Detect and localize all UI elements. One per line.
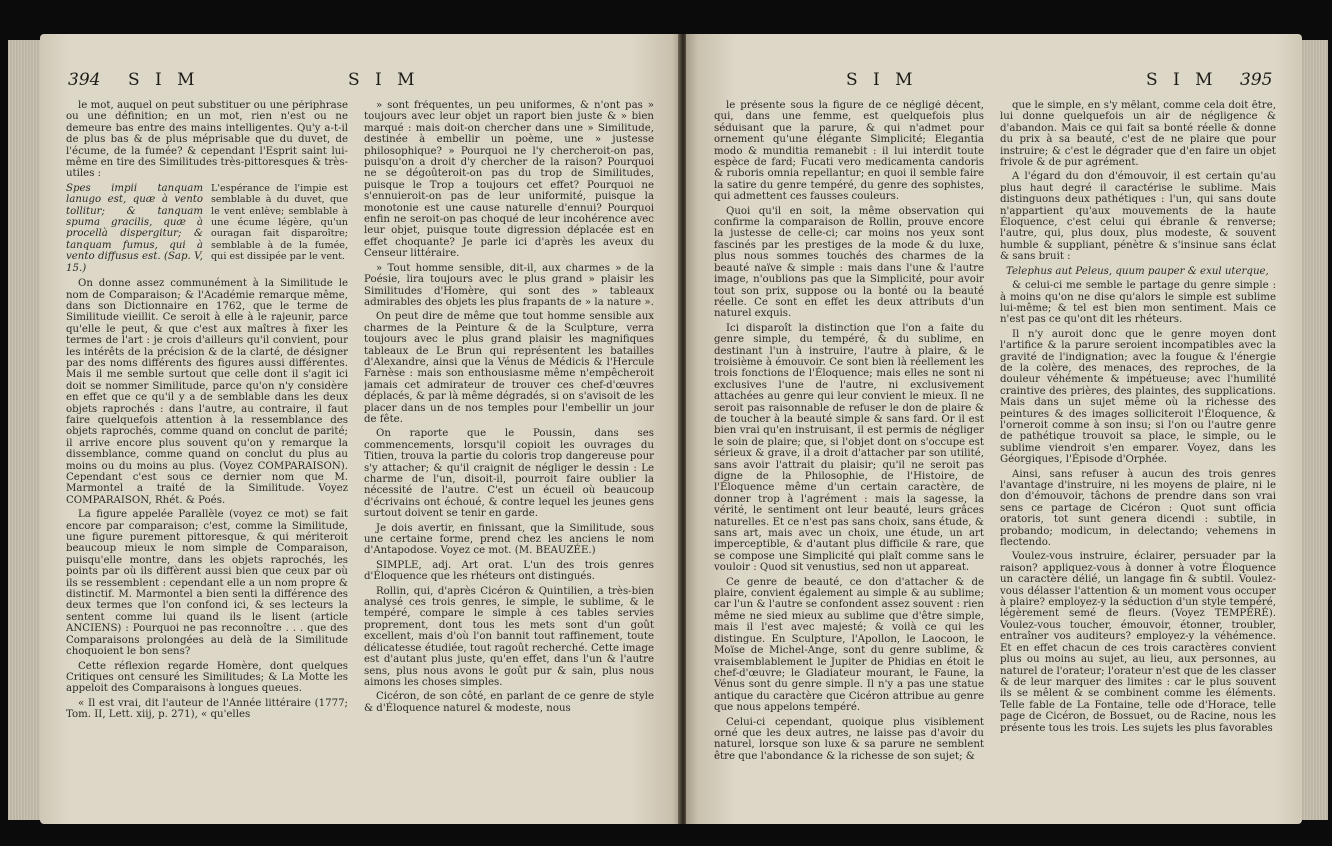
paragraph: Rollin, qui, d'après Cicéron & Quintilien, a très-bien analysé ces trois genres, le simple, le sublime, & le tempéré, compare le simple à ces tables servies proprement, dont tous les mets sont d'un goût excellent, mais d'où l'on bannit tout raffinement, toute délicatesse étudiée, tout ragoût recherché. Cette image est d'autant plus juste, qu'en effet, dans l'un & l'autre sens, plus nous avons le goût pur & sain, plus nous aimons les choses simples. [364,585,654,688]
paragraph: » sont fréquentes, un peu uniformes, & n'ont pas » toujours avec leur objet un raport bien juste & » bien marqué : mais doit-on chercher dans une » Similitude, destinée à embellir un poème, une » justesse philosophique? » Pourquoi ne l'y chercheroit-on pas, puisqu'on a droit d'y chercher de la raison? Pourquoi ne se dégoûteroit-on pas du trop de Similitudes, puisque le Trop a toujours cet effet? Pourquoi ne s'ennuieroit-on pas de leur uniformité, puisque la monotonie est une cause naturelle d'ennui? Pourquoi enfin ne seroit-on pas choqué de leur incohérence avec leur objet, puisque toute digression déplacée est en effet choquante? Je parle ici d'après les aveux du Censeur littéraire. [364,100,654,260]
paragraph: La figure appelée Parallèle (voyez ce mot) se fait encore par comparaison; c'est, comme la Similitude, une figure purement pittoresque, & qui mériteroit beaucoup mieux le nom simple de Comparaison, puisqu'elle montre, dans les objets raprochés, les points par où ils diffèrent aussi bien que ceux par où ils se ressemblent : cependant elle a un nom propre & distinctif. M. Marmontel a bien senti la différence des deux termes que l'on confond ici, & ses lecteurs la sentent comme lui quand ils le lisent (article ANCIENS) : Pourquoi ne pas reconnoître . . . que des Comparaisons prolongées au delà de la Similitude choquoient le bon sens? [66,509,348,658]
paragraph: le présente sous la figure de ce négligé décent, qui, dans une femme, est quelquefois plus séduisant que la parure, & qui n'admet pour ornement qu'une élégante Simplicité; Elegantia modo & munditia remanebit : il lui interdit toute espèce de fard; Fucati vero medicamenta candoris & ruboris omnia repellantur; en quoi il semble faire la satire du genre tempéré, du genre des sophistes, qui admettent ces fausses couleurs. [714,100,984,203]
right-column-1 [714,100,984,810]
paragraph: » Tout homme sensible, dit-il, aux charmes » de la Poésie, lira toujours avec le plus grand » plaisir les Similitudes d'Homère, qui sont des » tableaux admirables des objets les plus frapants de » la nature ». [364,262,654,308]
paragraph: « Il est vrai, dit l'auteur de l'Année littéraire (1777; Tom. II, Lett. xiij, p. 271), « qu'elles [66,697,348,721]
paragraph: Ainsi, sans refuser à aucun des trois genres l'avantage d'instruire, ni les moyens de plaire, ni le don d'émouvoir, tâchons de prendre dans son vrai sens ce partage de Cicéron : Quot sunt officia oratoris, tot sunt genera dicendi : subtile, in probando; modicum, in delectando; vehemens in flectendo. [1000,468,1276,549]
right-page [686,34,1302,824]
latin-quote: Telephus aut Peleus, quum pauper & exul uterque, [1006,265,1269,277]
running-head-center: S I M [348,70,420,90]
page-edges-right [1300,40,1328,820]
running-head: S I M [1146,70,1218,90]
left-column-2 [364,100,654,810]
scripture-quote [66,183,348,274]
paragraph: Ici disparoît la distinction que l'on a faite du genre simple, du tempéré, & du sublime, en destinant l'un à instruire, l'autre à plaire, & le troisième à émouvoir. Ce sont bien là réellement les trois fonctions de l'Éloquence; mais elles ne sont ni exclusives l'une de l'autre, ni exclusivement attachées au genre qui leur convient le mieux. Il ne seroit pas raisonnable de refuser le don de plaire & de toucher à la beauté simple & sans fard. Or il est bien vrai qu'en instruisant, il est permis de négliger le soin de plaire; que, si l'objet dont on s'occupe est sérieux & grave, il a droit d'attacher par son utilité, sans avoir l'attrait du plaisir; qu'il ne seroit pas digne de la Philosophie, de l'Histoire, de l'Éloquence même d'un certain caractère, de donner trop à l'agrément : mais la sagesse, la vérité, le sentiment ont leur beauté, leurs grâces naturelles. Et ce n'est pas sans choix, sans étude, & sans art, mais avec un choix, une étude, un art imperceptible, & d'autant plus difficile & rare, que se compose une Simplicité qui plaît comme sans le vouloir : Quod sit venustius, sed non ut appareat. [714,322,984,574]
page-number: 394 [68,70,101,90]
page-edges-left [8,40,42,820]
right-column-2 [1000,100,1276,810]
paragraph: que le simple, en s'y mêlant, comme cela doit être, lui donne quelquefois un air de négligence & d'abandon. Mais ce qui fait sa bonté réelle & donne du prix à sa beauté, c'est de ne plaire que pour instruire; & c'est le dégrader que d'en faire un objet frivole & de pur agrément. [1000,100,1276,169]
paragraph: Cette réflexion regarde Homère, dont quelques Critiques ont censuré les Similitudes; & La Motte les appeloit des Comparaisons à longues queues. [66,660,348,695]
paragraph: & celui-ci me semble le partage du genre simple : à moins qu'on ne dise qu'alors le simple est sublime lui-même; & tel est bien mon sentiment. Mais ce n'est pas ce qu'ont dit les rhéteurs. [1000,280,1276,326]
paragraph: Cicéron, de son côté, en parlant de ce genre de style & d'Éloquence naturel & modeste, nous [364,691,654,714]
page-number: 395 [1240,70,1273,90]
paragraph: Voulez-vous instruire, éclairer, persuader par la raison? appliquez-vous à donner à votre Éloquence un caractère délié, un langage fin & subtil. Voulez-vous délasser l'attention & un moment vous occuper à plaire? employez-y la séduction d'un style tempéré, légèrement semé de fleurs. (Voyez TEMPÉRÉ). Voulez-vous toucher, émouvoir, étonner, troubler, entraîner vos auditeurs? employez-y la véhémence. Et en effet chacun de ces trois caractères convient plus ou moins au sujet, au lieu, aux personnes, au naturel de l'orateur; l'orateur n'est que de les classer & de leur marquer des limites : car le plus souvent ils se mêlent & se combinent comme les éléments. Telle fable de La Fontaine, telle ode d'Horace, telle page de Cicéron, de Bossuet, ou de Racine, nous les présente tous les trois. Les sujets les plus favorables [1000,551,1276,734]
open-book [40,34,1302,824]
left-page [40,34,680,824]
paragraph: SIMPLE, adj. Art orat. L'un des trois genres d'Éloquence que les rhéteurs ont distingués. [364,559,654,583]
paragraph: Quoi qu'il en soit, la même observation qui confirme la comparaison de Rollin, prouve encore la justesse de celle-ci; car moins nos yeux sont fascinés par les prestiges de la mode & du luxe, plus nous sommes touchés des charmes de la beauté naïve & simple : mais dans l'une & l'autre image, n'oublions pas que la Simplicité, pour avoir tout son prix, suppose ou la bonté ou la beauté réelle. Ce sont en effet les deux attributs d'un naturel exquis. [714,205,984,320]
paragraph: On peut dire de même que tout homme sensible aux charmes de la Peinture & de la Sculpture, verra toujours avec le plus grand plaisir les magnifiques tableaux de Le Brun qui représentent les batailles d'Alexandre, ainsi que la Vénus de Médicis & l'Hercule Farnèse : mais son enthousiasme même n'empêcheroit jamais cet admirateur de trouver ces chef-d'œuvres déplacés, & par là même dégradés, si on s'avisoit de les placer dans un de nos temples pour l'embellir un jour de fête. [364,311,654,425]
paragraph: Ce genre de beauté, ce don d'attacher & de plaire, convient également au simple & au sublime; car l'un & l'autre se confondent assez souvent : rien même ne sied mieux au sublime que d'être simple, mais il l'est avec majesté; & voilà ce qui les distingue. En Sculpture, l'Apollon, le Laocoon, le Moïse de Michel-Ange, sont du genre sublime, & vraisemblablement le Jupiter de Phidias en étoit le chef-d'œuvre; le Gladiateur mourant, le Faune, la Vénus sont du genre simple. Il n'y a pas une statue antique du caractère que Cicéron attribue au genre que nous appelons tempéré. [714,576,984,714]
quote-french: L'espérance de l'impie est semblable à du duvet, que le vent enlève; semblable à une écume légère, qu'un ouragan fait disparoître; semblable à de la fumée, qui est dissipée par le vent. [211,182,348,263]
paragraph: le mot, auquel on peut substituer ou une périphrase ou une définition; en un mot, rien n'est ou ne demeure bas entre des mains intelligentes. Qu'y a-t-il de plus bas & de plus méprisable que du duvet, de l'écume, de la fumée? & cependant l'Esprit saint lui-même en tire des Similitudes très-pittoresques & très-utiles : [66,100,348,180]
left-page-header [68,70,658,92]
paragraph: Il n'y auroit donc que le genre moyen dont l'artifice & la parure seroient incompatibles avec la gravité de l'indignation; avec la fougue & l'énergie de la colère, des menaces, des reproches, de la douleur véhémente & impétueuse; avec l'humilité craintive des prières, des plaintes, des supplications. Mais dans un sujet même où la richesse des peintures & des images solliciteroit l'Éloquence, & l'orneroit comme à son insu; si l'on ou l'autre genre de pathétique trouvoit sa place, le simple, ou le sublime viendroit s'en emparer. Voyez, dans les Géorgiques, l'Épisode d'Orphée. [1000,328,1276,466]
paragraph: A l'égard du don d'émouvoir, il est certain qu'au plus haut degré il caractérise le sublime. Mais distinguons deux pathétiques : l'un, qui sans doute n'appartient qu'aux mouvements de la haute Éloquence, c'est celui qui ébranle & renverse; l'autre, qui, plus doux, plus modeste, & souvent humble & suppliant, pénètre & s'insinue sans éclat & sans bruit : [1000,171,1276,263]
right-page-header [716,70,1276,92]
quote-latin: Spes impii tanquam lanugo est, quæ à vento tollitur; & tanquam spuma gracilis, quæ à procellà dispergitur; & tanquam fumus, qui à vento diffusus est. (Sap. V, 15.) [66,182,203,274]
paragraph: On raporte que le Poussin, dans ses commencements, lorsqu'il copioit les ouvrages du Titien, trouva la partie du coloris trop dangereuse pour s'y attacher; & qu'il craignit de négliger le dessin : Le charme de l'un, disoit-il, pourroit faire oublier la nécessité de l'autre. C'est un écueil où beaucoup d'écrivains ont échoué, & contre lequel les jeunes gens surtout doivent se tenir en garde. [364,428,654,520]
running-head: S I M [128,70,200,90]
running-head-center: S I M [846,70,918,90]
paragraph: Celui-ci cependant, quoique plus visiblement orné que les deux autres, ne laisse pas d'avoir du naturel, lorsque son luxe & sa parure ne semblent être que l'abondance & la richesse de son sujet; & [714,716,984,762]
left-column-1 [66,100,348,810]
paragraph: Je dois avertir, en finissant, que la Similitude, sous une certaine forme, prend chez les anciens le nom d'Antapodose. Voyez ce mot. (M. BEAUZÉE.) [364,522,654,557]
paragraph: On donne assez communément à la Similitude le nom de Comparaison; & l'Académie remarque même, dans son Dictionnaire en 1762, que le terme de Similitude vieillit. Ce seroit à elle à le rajeunir, parce qu'elle le peut, & que c'est aux maîtres à fixer les termes de l'art : je crois d'ailleurs qu'il convient, pour les intérêts de la précision & de la clarté, de désigner par des noms différents des figures aussi différentes. Mais il me semble surtout que celle dont il s'agit ici doit se nommer Similitude, parce qu'on n'y considère en effet que ce qu'il y a de semblable dans les deux objets raprochés : dans l'autre, au contraire, il faut faire quelquefois attention à la ressemblance des objets raprochés, comme quand on conclut de parité; il arrive encore plus souvent qu'on y remarque la dissemblance, comme quand on conclut du plus au moins ou du moins au plus. (Voyez COMPARAISON). Cependant c'est sous ce dernier nom que M. Marmontel a traité de la Similitude. Voyez COMPARAISON, Rhét. & Poés. [66,278,348,506]
